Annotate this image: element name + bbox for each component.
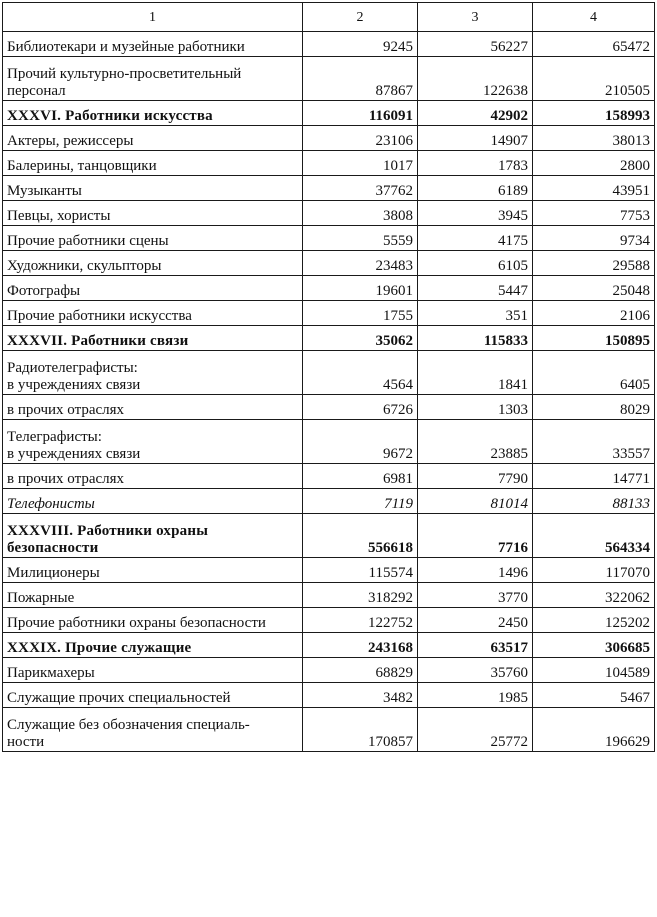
row-value-col-2: 122752 [303, 608, 418, 633]
row-value-col-4: 5467 [533, 683, 655, 708]
row-value-col-4: 125202 [533, 608, 655, 633]
row-label-line: Парикмахеры [7, 665, 95, 681]
row-value-col-3: 351 [418, 301, 533, 326]
row-value-col-2: 170857 [303, 708, 418, 752]
row-label-line: Милиционеры [7, 565, 100, 581]
table-row [3, 251, 655, 276]
row-value-col-2: 9672 [303, 420, 418, 464]
table-row [3, 151, 655, 176]
table-row [3, 514, 655, 558]
row-value-col-3: 1303 [418, 395, 533, 420]
row-value-col-2: 1755 [303, 301, 418, 326]
row-value-col-4: 14771 [533, 464, 655, 489]
row-value-col-4: 2106 [533, 301, 655, 326]
row-value-col-3: 25772 [418, 708, 533, 752]
row-label [3, 395, 303, 420]
table-row [3, 633, 655, 658]
row-label [3, 126, 303, 151]
row-label [3, 489, 303, 514]
row-label-line: Певцы, хористы [7, 208, 111, 224]
row-label-line: персонал [7, 83, 66, 99]
table-row [3, 683, 655, 708]
row-label-line: Библиотекари и музейные работники [7, 39, 245, 55]
row-value-col-3: 6105 [418, 251, 533, 276]
row-label-line: Музыканты [7, 183, 82, 199]
row-value-col-2: 116091 [303, 101, 418, 126]
table-row [3, 126, 655, 151]
row-label-line: ности [7, 734, 45, 750]
row-value-col-3: 7790 [418, 464, 533, 489]
row-value-col-3: 1783 [418, 151, 533, 176]
row-value-col-3: 6189 [418, 176, 533, 201]
row-value-col-2: 23483 [303, 251, 418, 276]
row-label [3, 226, 303, 251]
row-value-col-4: 6405 [533, 351, 655, 395]
row-value-col-4: 33557 [533, 420, 655, 464]
row-value-col-3: 1985 [418, 683, 533, 708]
table-row [3, 101, 655, 126]
row-value-col-3: 115833 [418, 326, 533, 351]
row-value-col-3: 3770 [418, 583, 533, 608]
table-row [3, 583, 655, 608]
row-label [3, 32, 303, 57]
table-row [3, 201, 655, 226]
row-value-col-3: 42902 [418, 101, 533, 126]
row-label-line: в прочих отраслях [7, 402, 125, 418]
row-value-col-4: 7753 [533, 201, 655, 226]
row-value-col-4: 88133 [533, 489, 655, 514]
table-row [3, 658, 655, 683]
row-label [3, 57, 303, 101]
row-label-line: Телефонисты [7, 496, 95, 512]
row-label [3, 151, 303, 176]
row-value-col-4: 8029 [533, 395, 655, 420]
row-value-col-3: 14907 [418, 126, 533, 151]
row-value-col-2: 7119 [303, 489, 418, 514]
row-label-line: Прочий культурно-просветительный [7, 66, 242, 82]
row-value-col-3: 3945 [418, 201, 533, 226]
row-value-col-4: 322062 [533, 583, 655, 608]
row-value-col-2: 318292 [303, 583, 418, 608]
table-row [3, 351, 655, 395]
row-value-col-3: 63517 [418, 633, 533, 658]
row-label-line: XXXVIII. Работники охраны [7, 523, 209, 539]
row-label [3, 351, 303, 395]
table-row [3, 301, 655, 326]
table-row [3, 57, 655, 101]
row-value-col-2: 3808 [303, 201, 418, 226]
row-value-col-4: 38013 [533, 126, 655, 151]
table-row [3, 226, 655, 251]
row-value-col-2: 115574 [303, 558, 418, 583]
row-label-line: XXXVII. Работники связи [7, 333, 189, 349]
row-label-line: Прочие работники сцены [7, 233, 169, 249]
row-value-col-4: 564334 [533, 514, 655, 558]
row-value-col-2: 37762 [303, 176, 418, 201]
row-label-line: безопасности [7, 540, 99, 556]
row-label-line: в учреждениях связи [7, 446, 141, 462]
row-value-col-3: 1841 [418, 351, 533, 395]
row-value-col-3: 5447 [418, 276, 533, 301]
row-value-col-2: 23106 [303, 126, 418, 151]
row-value-col-3: 122638 [418, 57, 533, 101]
row-value-col-2: 1017 [303, 151, 418, 176]
row-label-line: в учреждениях связи [7, 377, 141, 393]
row-value-col-3: 4175 [418, 226, 533, 251]
table-header [3, 3, 655, 32]
row-value-col-2: 6726 [303, 395, 418, 420]
row-label [3, 251, 303, 276]
row-label-line: Телеграфисты: [7, 429, 102, 445]
row-value-col-2: 4564 [303, 351, 418, 395]
table-row [3, 558, 655, 583]
row-label [3, 514, 303, 558]
row-value-col-3: 56227 [418, 32, 533, 57]
row-value-col-4: 25048 [533, 276, 655, 301]
row-value-col-2: 87867 [303, 57, 418, 101]
row-label-line: Фотографы [7, 283, 81, 299]
row-label-line: Художники, скульпторы [7, 258, 162, 274]
row-label-line: Актеры, режиссеры [7, 133, 134, 149]
table-row [3, 176, 655, 201]
row-label [3, 608, 303, 633]
row-value-col-3: 81014 [418, 489, 533, 514]
row-label-line: Пожарные [7, 590, 75, 606]
row-label [3, 420, 303, 464]
row-value-col-4: 210505 [533, 57, 655, 101]
table-row [3, 708, 655, 752]
table-row [3, 608, 655, 633]
row-value-col-4: 2800 [533, 151, 655, 176]
row-label-line: Прочие работники искусства [7, 308, 192, 324]
table-row [3, 395, 655, 420]
row-label-line: Служащие прочих специальностей [7, 690, 231, 706]
row-label [3, 101, 303, 126]
row-value-col-2: 68829 [303, 658, 418, 683]
row-value-col-2: 5559 [303, 226, 418, 251]
row-value-col-4: 196629 [533, 708, 655, 752]
row-value-col-2: 6981 [303, 464, 418, 489]
row-value-col-4: 9734 [533, 226, 655, 251]
header-col-3: 3 [418, 3, 533, 32]
row-value-col-4: 306685 [533, 633, 655, 658]
row-value-col-3: 2450 [418, 608, 533, 633]
row-value-col-4: 104589 [533, 658, 655, 683]
table-row [3, 420, 655, 464]
row-value-col-2: 243168 [303, 633, 418, 658]
table-row [3, 32, 655, 57]
row-label [3, 683, 303, 708]
row-value-col-3: 7716 [418, 514, 533, 558]
header-col-4: 4 [533, 3, 655, 32]
row-label [3, 464, 303, 489]
table-row [3, 489, 655, 514]
row-value-col-2: 35062 [303, 326, 418, 351]
table-row [3, 464, 655, 489]
statistics-table [2, 2, 655, 752]
row-value-col-3: 35760 [418, 658, 533, 683]
row-value-col-2: 9245 [303, 32, 418, 57]
row-label-line: Балерины, танцовщики [7, 158, 157, 174]
row-label [3, 176, 303, 201]
row-label-line: XXXIX. Прочие служащие [7, 640, 192, 656]
row-label [3, 276, 303, 301]
row-value-col-4: 65472 [533, 32, 655, 57]
row-value-col-2: 3482 [303, 683, 418, 708]
row-label [3, 583, 303, 608]
row-label [3, 633, 303, 658]
table-row [3, 276, 655, 301]
row-label [3, 326, 303, 351]
row-value-col-4: 43951 [533, 176, 655, 201]
row-value-col-2: 19601 [303, 276, 418, 301]
row-label [3, 201, 303, 226]
row-value-col-4: 29588 [533, 251, 655, 276]
header-col-2: 2 [303, 3, 418, 32]
row-value-col-4: 150895 [533, 326, 655, 351]
row-label [3, 301, 303, 326]
row-label-line: XXXVI. Работники искусства [7, 108, 213, 124]
row-label-line: Радиотелеграфисты: [7, 360, 138, 376]
row-label [3, 558, 303, 583]
table-body [3, 32, 655, 752]
row-label [3, 708, 303, 752]
row-value-col-3: 1496 [418, 558, 533, 583]
row-value-col-4: 158993 [533, 101, 655, 126]
row-value-col-3: 23885 [418, 420, 533, 464]
header-row [3, 3, 655, 32]
row-label-line: Прочие работники охраны безопасности [7, 615, 266, 631]
row-label [3, 658, 303, 683]
row-value-col-2: 556618 [303, 514, 418, 558]
row-label-line: Служащие без обозначения специаль- [7, 717, 250, 733]
row-value-col-4: 117070 [533, 558, 655, 583]
row-label-line: в прочих отраслях [7, 471, 125, 487]
header-col-1: 1 [3, 3, 303, 32]
table-row [3, 326, 655, 351]
